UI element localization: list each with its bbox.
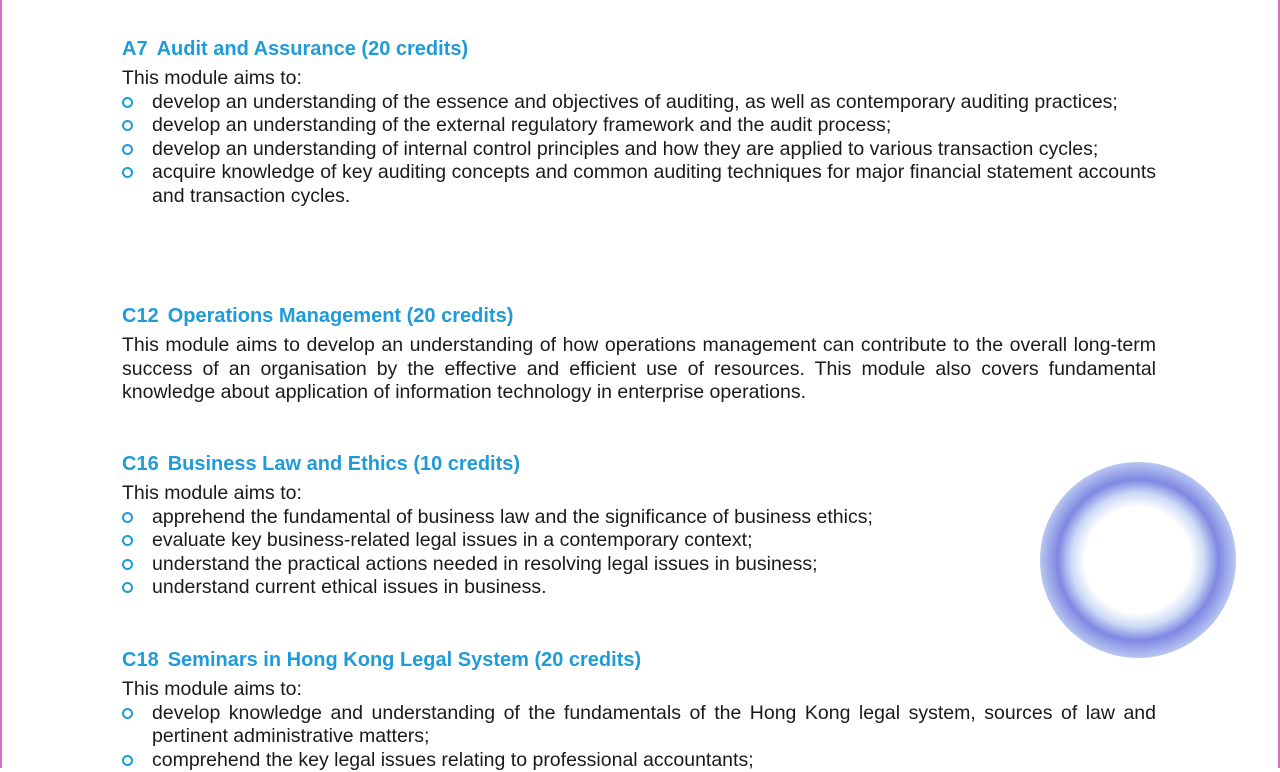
list-item-text: understand the practical actions needed in resolving legal issues in business;	[152, 553, 818, 575]
bullet-icon	[122, 755, 133, 766]
module-code: C18	[122, 649, 159, 671]
bullet-icon	[122, 167, 133, 178]
list-item	[122, 749, 1156, 772]
list-item	[122, 576, 1156, 600]
bullet-icon	[122, 582, 133, 593]
module-c16	[122, 452, 1156, 600]
module-aims-list	[122, 702, 1156, 772]
module-body	[122, 334, 1156, 405]
list-item-text: develop knowledge and understanding of the fundamentals of the Hong Kong legal system, sources of law and pertinent administrative matters;	[152, 702, 1156, 748]
bullet-icon	[122, 120, 133, 131]
list-item	[122, 114, 1156, 138]
module-c12	[122, 304, 1156, 405]
list-item	[122, 138, 1156, 162]
bullet-icon	[122, 144, 133, 155]
module-body	[122, 67, 1156, 208]
list-item-text: acquire knowledge of key auditing concepts and common auditing techniques for major financial statement accounts and transaction cycles.	[152, 161, 1156, 207]
module-code: C16	[122, 453, 159, 475]
module-title	[122, 648, 1156, 672]
bullet-icon	[122, 512, 133, 523]
module-description: This module aims to develop an understanding of how operations management can contribute to the overall long-term success of an organisation by the effective and efficient use of resources. This module also covers fundamental knowledge about application of information technology in enterprise operations.	[122, 334, 1156, 405]
module-title	[122, 304, 1156, 328]
module-body	[122, 482, 1156, 600]
module-aims-list	[122, 91, 1156, 209]
list-item-text: understand current ethical issues in business.	[152, 576, 547, 598]
bullet-icon	[122, 708, 133, 719]
module-intro: This module aims to:	[122, 482, 1156, 506]
module-code: C12	[122, 305, 159, 327]
module-title-text: Audit and Assurance (20 credits)	[157, 38, 469, 60]
bullet-icon	[122, 559, 133, 570]
module-title-text: Operations Management (20 credits)	[168, 305, 514, 327]
module-a7	[122, 37, 1156, 208]
list-item-text: develop an understanding of internal control principles and how they are applied to various transaction cycles;	[152, 138, 1098, 160]
list-item-text: develop an understanding of the essence and objectives of auditing, as well as contemporary auditing practices;	[152, 91, 1118, 113]
module-body	[122, 678, 1156, 772]
bullet-icon	[122, 97, 133, 108]
module-title	[122, 37, 1156, 61]
list-item	[122, 529, 1156, 553]
module-title-text: Seminars in Hong Kong Legal System (20 credits)	[168, 649, 641, 671]
module-c18	[122, 648, 1156, 772]
module-title	[122, 452, 1156, 476]
list-item-text: evaluate key business-related legal issues in a contemporary context;	[152, 529, 753, 551]
list-item	[122, 506, 1156, 530]
list-item-text: develop an understanding of the external regulatory framework and the audit process;	[152, 114, 891, 136]
list-item	[122, 702, 1156, 749]
list-item-text: comprehend the key legal issues relating to professional accountants;	[152, 749, 754, 771]
list-item	[122, 91, 1156, 115]
module-title-text: Business Law and Ethics (10 credits)	[168, 453, 520, 475]
list-item	[122, 161, 1156, 208]
module-aims-list	[122, 506, 1156, 600]
list-item	[122, 553, 1156, 577]
module-intro: This module aims to:	[122, 67, 1156, 91]
module-code: A7	[122, 38, 148, 60]
bullet-icon	[122, 535, 133, 546]
list-item-text: apprehend the fundamental of business law and the significance of business ethics;	[152, 506, 873, 528]
page-left-edge	[0, 0, 2, 768]
module-intro: This module aims to:	[122, 678, 1156, 702]
